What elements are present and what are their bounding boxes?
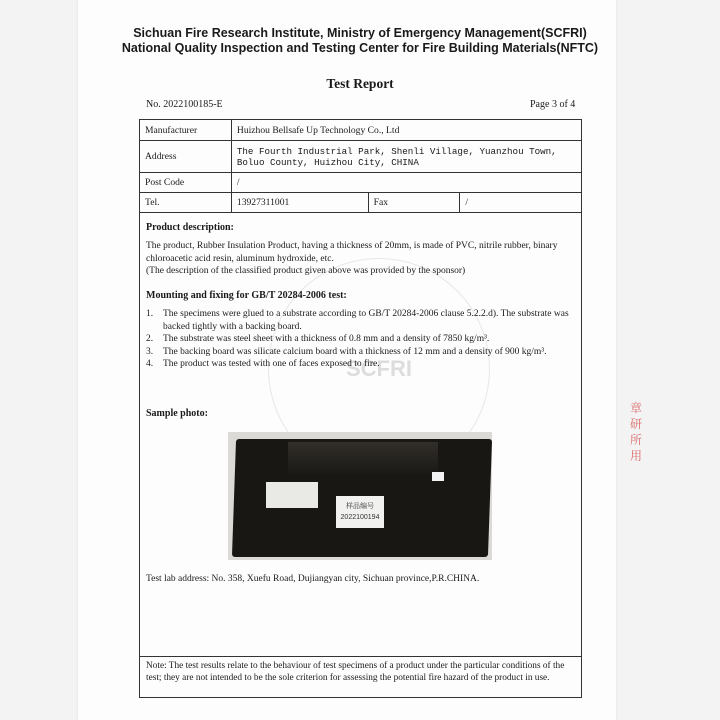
sample-number-label: 样品编号 2022100194 [336,496,384,528]
sample-photo [228,432,492,560]
fax-value: / [460,193,582,213]
postcode-value: / [231,173,581,193]
list-item: 3. The backing board was silicate calcium board with a thickness of 12 mm and a density of 900 kg/m³. [146,346,547,357]
photo-label-blank [266,482,318,508]
list-item: 2. The substrate was steel sheet with a thickness of 0.8 mm and a density of 7850 kg/m³. [146,334,490,344]
address-label: Address [140,141,232,173]
divider [139,656,582,657]
postcode-label: Post Code [140,173,232,193]
table-row [140,193,582,213]
report-number: No. 2022100185-E [146,99,223,110]
manufacturer-value: Huizhou Bellsafe Up Technology Co., Ltd [231,120,581,141]
page-number: Page 3 of 4 [530,99,576,110]
table-row [140,120,582,141]
tel-label: Tel. [140,193,232,213]
red-stamp-edge: 章 研 所 用 [630,401,643,463]
product-description-heading: Product description: [146,222,234,233]
mounting-steps-list [146,308,576,371]
manufacturer-label: Manufacturer [140,120,232,141]
table-row [140,173,582,193]
fax-label: Fax [368,193,460,213]
product-description-text: The product, Rubber Insulation Product, having a thickness of 20mm, is made of PVC, nitrile rubber, binary chloroacetic acid resin, aluminum hydroxide, etc. [146,241,558,264]
report-title: Test Report [326,76,394,91]
address-value: The Fourth Industrial Park, Shenli Village, Yuanzhou Town, Boluo County, Huizhou City, CHINA [231,141,581,173]
manufacturer-info-table [139,119,582,213]
watermark-seal: SCFRI [268,258,490,480]
mounting-heading: Mounting and fixing for GB/T 20284-2006 test: [146,290,347,301]
center-name: National Quality Inspection and Testing Center for Fire Building Materials(NFTC) [121,41,599,55]
tel-value: 13927311001 [231,193,368,213]
footer-note: Note: The test results relate to the behaviour of test specimens of a product under the particular conditions of the test; they are not intended to be the sole criterion for assessing the potential fire hazard of the product in use. [146,661,565,683]
institute-name: Sichuan Fire Research Institute, Ministry of Emergency Management(SCFRI) [133,26,587,40]
table-row [140,141,582,173]
list-item: 1. The specimens were glued to a substrate according to GB/T 20284-2006 clause 5.2.2.d). The substrate was backed tightly with a backing board. [146,309,569,332]
photo-tag [432,472,444,481]
sample-photo-heading: Sample photo: [146,408,208,419]
lab-address: Test lab address: No. 358, Xuefu Road, Dujiangyan city, Sichuan province,P.R.CHINA. [146,574,480,584]
list-item: 4. The product was tested with one of faces exposed to fire. [146,359,380,369]
product-description-note: (The description of the classified product given above was provided by the sponsor) [146,266,466,276]
